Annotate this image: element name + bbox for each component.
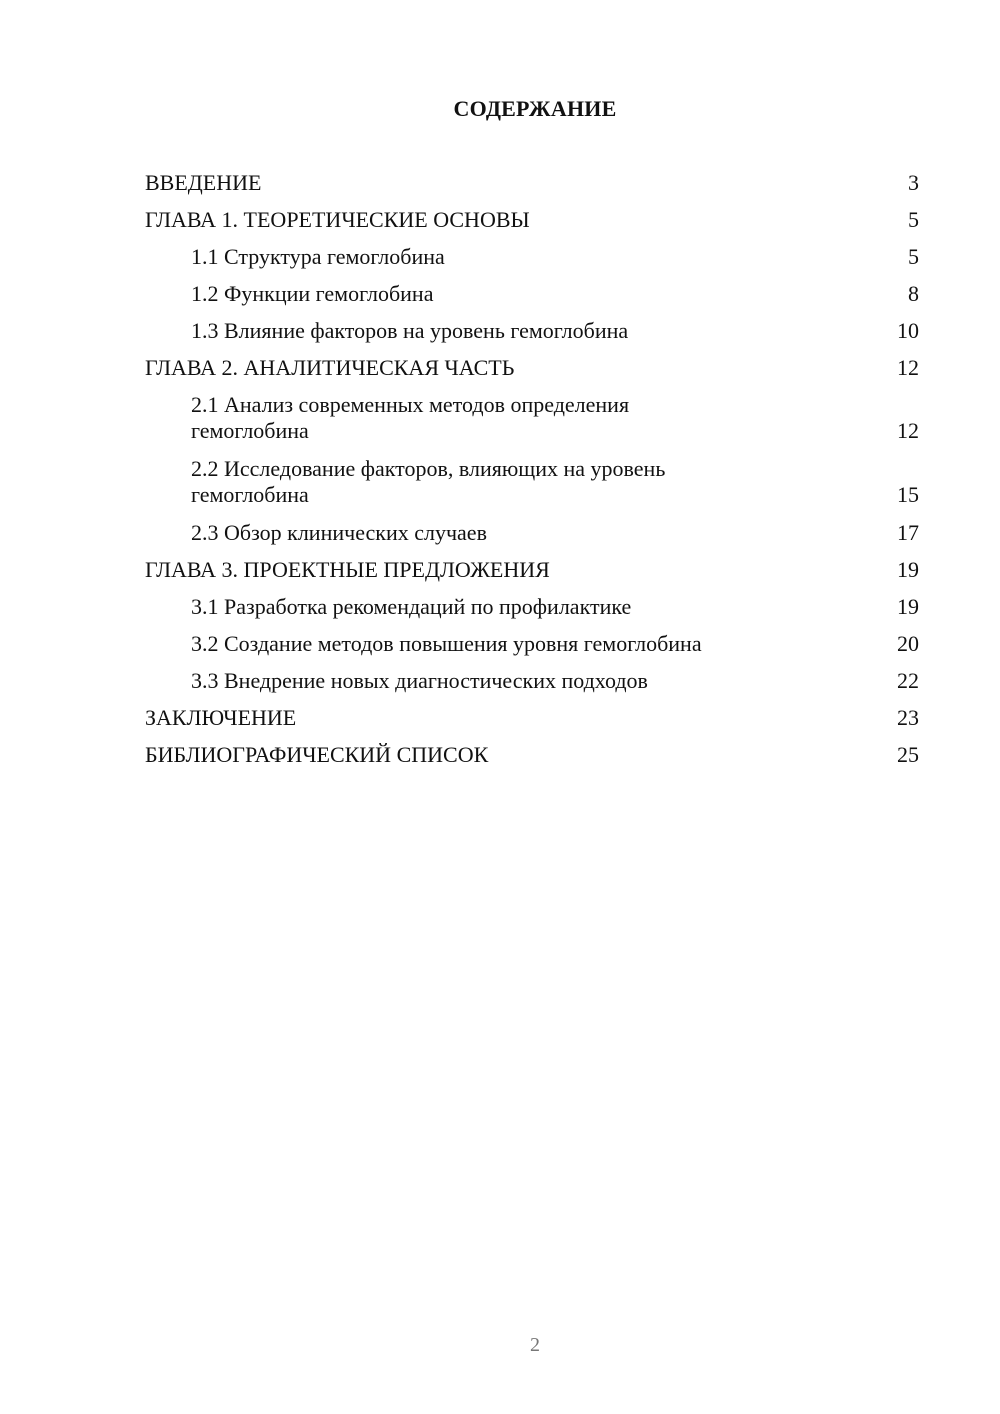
toc-entry-page: 12 (897, 418, 919, 443)
toc-entry-chapter-2 (145, 355, 919, 392)
toc-entry-label: 1.1 Структура гемоглобина (191, 244, 445, 269)
toc-entry-page: 17 (897, 520, 919, 545)
toc-entry-label: 3.2 Создание методов повышения уровня гемоглобина (191, 631, 702, 656)
toc-entry-section-1-3 (145, 318, 919, 355)
page-title: СОДЕРЖАНИЕ (453, 96, 617, 121)
toc-entry-label: БИБЛИОГРАФИЧЕСКИЙ СПИСОК (145, 742, 489, 767)
toc-entry-label: 3.3 Внедрение новых диагностических подходов (191, 668, 648, 693)
toc-entry-page: 10 (897, 318, 919, 343)
toc-entry-section-3-3 (145, 668, 919, 705)
toc-entry-label: 3.1 Разработка рекомендаций по профилактике (191, 594, 632, 619)
toc-entry-section-1-2 (145, 281, 919, 318)
toc-entry-label: ГЛАВА 1. ТЕОРЕТИЧЕСКИЕ ОСНОВЫ (145, 207, 530, 232)
toc-entry-conclusion (145, 705, 919, 742)
toc-entry-label: 2.1 Анализ современных методов определения гемоглобина (191, 392, 630, 443)
toc-entry-section-2-2 (145, 456, 919, 520)
toc-entry-bibliography (145, 742, 919, 779)
toc-entry-label: ГЛАВА 3. ПРОЕКТНЫЕ ПРЕДЛОЖЕНИЯ (145, 557, 550, 582)
toc-entry-page: 20 (897, 631, 919, 656)
toc-entry-label: 1.3 Влияние факторов на уровень гемоглобина (191, 318, 629, 343)
toc-entry-label: ЗАКЛЮЧЕНИЕ (145, 705, 297, 730)
toc-entry-page: 3 (908, 170, 919, 195)
toc-entry-section-3-2 (145, 631, 919, 668)
toc-entry-page: 5 (908, 207, 919, 232)
toc-entry-page: 12 (897, 355, 919, 380)
toc-entry-label: 1.2 Функции гемоглобина (191, 281, 434, 306)
toc-entry-label: ВВЕДЕНИЕ (145, 170, 262, 195)
toc-entry-label: 2.3 Обзор клинических случаев (191, 520, 487, 545)
toc-entry-introduction (145, 170, 919, 207)
toc-entry-page: 19 (897, 594, 919, 619)
table-of-contents (145, 170, 919, 779)
toc-entry-page: 19 (897, 557, 919, 582)
toc-entry-page: 22 (897, 668, 919, 693)
toc-entry-chapter-1 (145, 207, 919, 244)
toc-entry-label: ГЛАВА 2. АНАЛИТИЧЕСКАЯ ЧАСТЬ (145, 355, 515, 380)
toc-entry-page: 5 (908, 244, 919, 269)
toc-entry-page: 15 (897, 482, 919, 507)
toc-entry-page: 23 (897, 705, 919, 730)
toc-entry-section-3-1 (145, 594, 919, 631)
toc-entry-section-1-1 (145, 244, 919, 281)
toc-entry-label: 2.2 Исследование факторов, влияющих на уровень гемоглобина (191, 456, 666, 507)
page-number: 2 (530, 1334, 540, 1356)
toc-entry-section-2-3 (145, 520, 919, 557)
toc-entry-chapter-3 (145, 557, 919, 594)
toc-entry-page: 25 (897, 742, 919, 767)
toc-entry-page: 8 (908, 281, 919, 306)
toc-entry-section-2-1 (145, 392, 919, 456)
